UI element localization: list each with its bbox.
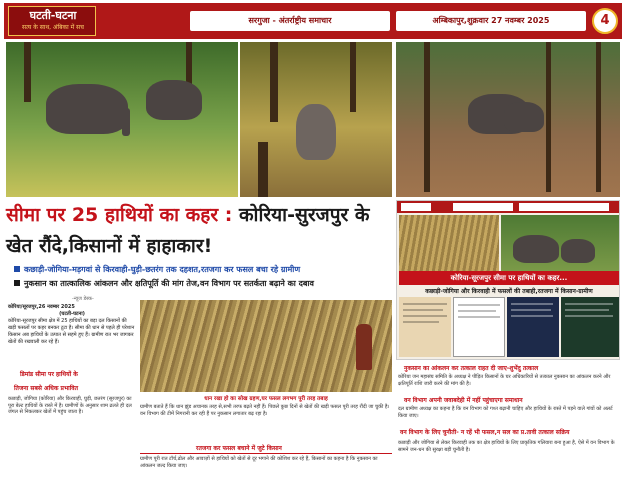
section-heading: डिमांड सीमा पर हाथियों के — [20, 371, 78, 378]
newspaper-logo[interactable] — [8, 6, 96, 36]
text-line — [511, 315, 553, 317]
text-line — [403, 303, 447, 305]
right-paragraph: कोरिया जन महासंघ समिति के अध्यक्ष ने पीड़ित किसानों के घर अधिकारियों से तत्काल नुकसान का आंकलन करने और क्षतिपूर्ति राशि जारी करने की मांग की है। — [398, 374, 611, 387]
text-line — [458, 310, 496, 312]
middle-paragraph: ग्रामीण बताते हैं कि धान झुंड अचानक तरह से,सभी तरफ बढ़ते नहीं हैं। पिछले कुछ दिनों से खेतों की खड़ी फसल पूरी तरह रौंदी जा चुकी है। वन विभाग की टीमें निगरानी कर रही हैं पर नुकसान लगातार बढ़ रहा है। — [140, 404, 390, 417]
subhead-secondary — [14, 278, 394, 289]
text-line — [403, 321, 439, 323]
divider — [140, 453, 392, 454]
clipping-date — [519, 203, 609, 211]
elephant-figure — [296, 104, 336, 160]
headline-highlight: सीमा पर 25 हाथियों का कहर : — [6, 204, 233, 226]
section-title: सरगुजा - अंतर्राष्ट्रीय समाचार — [190, 11, 390, 31]
elephant-figure — [46, 84, 128, 134]
article-lead — [8, 304, 136, 346]
subhead-text: कछाड़ी-जोगिया-मड़गवां से किरवाही-घुड़ी-छतरंग तक दहशत,रतजगा कर फसल बचा रहे ग्रामीण — [24, 265, 301, 274]
elephant-figure — [561, 239, 595, 263]
headline-rest: कोरिया-सुरजपुर के खेत रौंदे,किसानों में हाहाकार! — [6, 204, 370, 257]
elephant-photo-field[interactable] — [6, 42, 238, 197]
tree-trunk — [270, 42, 278, 122]
elephant-figure — [513, 235, 559, 263]
photo-caption: धान रखा हो का सोख ग्रहण,घर फसल लगभग पूरी तरह तबाह — [204, 396, 328, 402]
article-dateline: कोरिया/सूरजपुर,26 नवम्बर 2025 — [8, 304, 75, 310]
tree-stump — [258, 142, 268, 197]
text-line — [403, 309, 443, 311]
right-heading: नुकसान का आंकलन कर तत्काल राहत दी जाए-शुभेंदु तत्काल — [404, 365, 539, 372]
text-line — [565, 303, 613, 305]
bullet-icon — [14, 280, 20, 286]
elephant-photo-forest[interactable] — [240, 42, 392, 197]
tree-trunk — [350, 42, 356, 112]
elephant-figure — [504, 102, 544, 132]
lead-paragraph: कोरिया-सूरजपुर सीमा क्षेत्र में 25 हाथियों का बड़ा दल किसानों की खड़ी फसलों पर कहर बनकर टूटा है। सीमा की धान से पहले ही परेशान किसान अब हाथियों के उत्पात से सहमे हुए हैं। ग्रामीण रात भर जागकर खेतों की रखवाली कर रहे हैं। — [8, 318, 135, 345]
section-subheading: तिजना सबसे अधिक प्रभावित — [14, 385, 79, 392]
logo-tagline: सत्य के साथ, अंबिका में सच — [22, 24, 84, 31]
bullet-icon — [14, 266, 20, 272]
text-line — [565, 309, 609, 311]
right-paragraph: कछाड़ी और जोगिया से लेकर किरवाही तक का क्षेत्र हाथियों के लिए प्राकृतिक गलियारा बना हुआ है, ऐसे में वन विभाग के सामने जन-धन की सुरक्षा बड़ी चुनौती है। — [398, 440, 615, 453]
issue-dateline: अम्बिकापुर,शुक्रवार 27 नवम्बर 2025 — [396, 11, 586, 31]
damaged-crop-photo[interactable] — [140, 300, 392, 392]
clipping-column — [561, 297, 619, 357]
main-headline — [6, 200, 396, 262]
clipping-column — [453, 297, 505, 357]
elephant-trunk — [122, 108, 130, 136]
clipping-section — [453, 203, 513, 211]
subhead-primary — [14, 264, 394, 275]
tree-trunk — [424, 42, 430, 192]
section-paragraph: कछाड़ी, जोगिया (कोरिया) और किरवाही, घुड़ी, छतरंग (सूरजपुर) का पूरा बेल्ट हाथियों के रास्ते में है। ग्रामीणों के अनुसार शाम ढलते ही दल जंगल से निकलकर खेतों में पहुंच जाता है। — [8, 396, 132, 415]
farmer-figure — [356, 324, 372, 370]
right-heading: वन विभाग अपनी जवाबदेही में नहीं पहुंचाएगा समाधान — [404, 397, 523, 404]
right-heading: वन विभाग के लिए चुनौती- न रहें भी फसल,न सल का प्र.तावी तत्काल सक्रिय — [400, 429, 570, 436]
clipping-banner: कोरिया-सूरजपुर सीमा पर हाथियों का कहर... — [399, 271, 619, 285]
elephant-figure — [146, 80, 202, 120]
clipping-crop-photo — [399, 215, 499, 271]
masthead — [4, 3, 622, 39]
section-heading: रतजगा कर फसल बचाने में जुटे किसान — [196, 445, 282, 452]
clipping-logo — [401, 203, 431, 211]
byline: -न्यूज डेस्क- — [72, 296, 94, 302]
logo-title: घटती-घटना — [29, 9, 77, 22]
related-clipping[interactable] — [396, 200, 620, 360]
tree-trunk — [24, 42, 31, 102]
clipping-subheading: कछाड़ी-जोगिया और किरवाही में फसलों की तबाही,रतजगा में किसान-ग्रामीण — [425, 288, 593, 295]
tree-trunk — [546, 42, 551, 192]
elephant-herd-photo[interactable] — [396, 42, 620, 197]
clipping-column — [399, 297, 451, 357]
text-line — [458, 316, 500, 318]
clipping-column — [507, 297, 559, 357]
text-line — [511, 309, 551, 311]
clipping-masthead — [397, 201, 620, 213]
text-line — [511, 303, 553, 305]
page-number: 4 — [592, 8, 618, 34]
tree-trunk — [596, 42, 601, 192]
right-paragraph: दल ग्रामीण अध्यक्ष का कहना है कि वन विभाग को गश्त बढ़ानी चाहिए और हाथियों के रास्ते में पड़ने वाले गांवों को अलर्ट किया जाए। — [398, 406, 613, 419]
clipping-elephant-photo — [501, 215, 619, 271]
article-dateline-sub: (घटती-घटना) — [59, 311, 85, 317]
text-line — [403, 315, 447, 317]
text-line — [458, 304, 500, 306]
section-paragraph: ग्रामीण पूरी रात टॉर्च,ढोल और आवाज़ों से हाथियों को खेतों से दूर भगाने की कोशिश कर रहे हैं, किसानों का कहना है कि नुकसान का आंकलन जल्द किया जाए। — [140, 456, 378, 469]
text-line — [565, 315, 613, 317]
subhead-text: नुकसान का तात्कालिक आंकलन और क्षतिपूर्ति की मांग तेज,वन विभाग पर सतर्कता बढ़ाने का दबाव — [24, 279, 314, 288]
